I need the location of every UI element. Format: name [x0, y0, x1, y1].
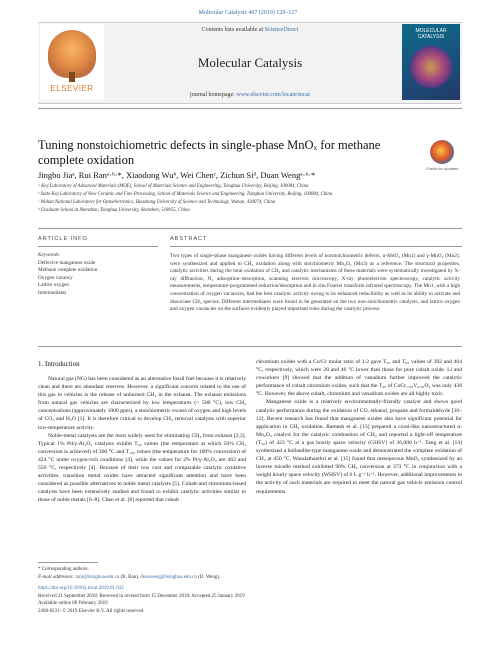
- corresponding-note: * Corresponding authors.: [38, 567, 89, 572]
- issn-copyright: 2468-8231/ © 2019 Elsevier B.V. All rights reserved.: [38, 608, 145, 614]
- journal-citation: Molecular Catalysis 467 (2019) 120–127: [198, 10, 298, 16]
- article-info-label: ARTICLE INFO: [38, 236, 88, 242]
- keywords-block: [38, 252, 158, 297]
- check-updates-label[interactable]: Check for updates: [425, 166, 459, 171]
- sciencedirect-link[interactable]: ScienceDirect: [264, 27, 299, 33]
- affiliation-a: ᵃ Key Laboratory of Advanced Materials (MOE), School of Materials Science and Engineering, Tsinghua University, Beijing, 100084, China: [38, 184, 309, 189]
- journal-title: Molecular Catalysis: [197, 55, 303, 70]
- body-column-right: [256, 358, 462, 496]
- email-suffix: (R. Ran),: [119, 574, 141, 580]
- homepage-line: [104, 92, 396, 98]
- paragraph: chromium oxides with a Co/Cr molar ratio of 1:2 gave T₅₀ and T₉₀ values of 392 and 464 °C, respectively, which were 28 and 46 °C lower than those for pure cobalt oxide. Li and coworkers [9] showed that the addition of vanadium further improved the catalytic performance of cobalt chromium oxides, such that the T₉₀ of CoCr₁.₉₅V₀.₀₅O₄ was only 438 °C. However, the above cobalt, chromium and vanadium oxides are all highly toxic.: [256, 359, 462, 398]
- doi-link[interactable]: https://doi.org/10.1016/j.mcat.2019.01.032: [38, 586, 124, 591]
- homepage-link[interactable]: www.elsevier.com/locate/mcat: [236, 92, 310, 98]
- publisher-name: ELSEVIER: [50, 84, 94, 93]
- email-suffix: (D. Weng).: [196, 574, 221, 580]
- received-dates: Received 21 September 2018; Received in revised form 15 December 2018; Accepted 25 January 2019: [38, 593, 245, 599]
- article-title: Tuning nonstoichiometric defects in single-phase MnOₓ for methane complete oxidation: [38, 138, 381, 167]
- keyword: Intermediates: [38, 289, 67, 296]
- footnotes: [38, 566, 338, 615]
- cover-title: MOLECULAR CATALYSIS: [415, 28, 447, 40]
- affiliations: [38, 183, 458, 215]
- keyword: Lattice oxygen: [38, 282, 69, 288]
- tree-logo-icon: [48, 30, 96, 78]
- body-column-left: [38, 375, 246, 505]
- contents-prefix: Contents lists available at: [201, 27, 265, 33]
- paragraph: Noble-metal catalysts are the most widely used for eliminating CH₄ from exhaust [2,3]. Typical 1% Pd/γ-Al₂O₃ catalysts exhibit T₅₀ values (the temperature at which 50% CH₄ conversion is achieved) of 360 °C and T₁₀₀ values (the temperature for 100% conversion) of 424 °C under oxygen-rich conditions [4], while the values for 2% Pt/γ-Al₂O₃ are 462 and 556 °C, respectively [4]. Because of their low cost and comparable catalytic oxidative activities, transition metal oxides have attracted significant attention and have been considered as possible alternatives to noble metal catalysts [5]. Cobalt-and chromium-based catalysts have been extensively studied and found to exhibit catalytic activities similar to those of noble metals [6–8]. Chen et al. [8] reported that cobalt: [38, 432, 246, 504]
- abstract-label: ABSTRACT: [170, 236, 208, 242]
- section-heading: 1. Introduction: [38, 360, 80, 368]
- publisher-logo: [40, 24, 104, 100]
- affiliation-d: ᵈ Graduate School at Shenzhen, Tsinghua University, Shenzhen, 518055, China: [38, 208, 190, 213]
- abstract-text: Two types of single-phase manganese oxides having different levels of nonstoichiometric defects, α-MnO₂ (Mn1) and γ-MnO₂ (Mn2), were synthesized and applied to CH₄ oxidation along with stoichiometric Mn₂O₃ (Mn3) as a reference. The structural properties, catalytic activities during the total oxidation of CH₄ and catalytic mechanisms of these materials were systematically investigated by X-ray diffraction, N₂ adsorption–desorption, scanning electron microscopy, X-ray photoelectron spectroscopy, catalytic activity measurements, temperature-programmed reduction/desorption and in situ Fourier transform infrared spectroscopy. The Mn1, with a high concentration of oxygen vacancies, had the best catalytic activity owing to its enhanced reducibility as well as its ability to activate and dissociate CH₄ species. Different intermediates were found to be generated on the two non-stoichiometric catalysts, and lattice oxygen and oxygen vacancies on the surfaces evidently played important roles during the catalytic process.: [170, 253, 460, 313]
- keyword: Methane complete oxidation: [38, 267, 98, 273]
- homepage-prefix: journal homepage:: [190, 92, 237, 98]
- affiliation-c: ᶜ Wuhan National Laboratory for Optoelectronics, Huazhong University of Science and Technology, Wuhan, 430074, China: [38, 200, 276, 205]
- journal-cover: [402, 24, 460, 100]
- tree-trunk-icon: [69, 72, 75, 82]
- email-link[interactable]: duanweng@tsinghua.edu.cn: [140, 574, 197, 580]
- abstract-rule: [170, 246, 462, 247]
- info-rule: [38, 246, 158, 247]
- keyword: Defective manganese oxide: [38, 259, 96, 266]
- email-prefix: E-mail addresses:: [38, 574, 76, 580]
- author-list: Jingbo Jiaᵃ, Rui Ranᵃ·ᵇ·*, Xiaodong Wuᵇ, Wei Chenᶜ, Zichun Siᵈ, Duan Wengᵃ·ᵇ·*: [38, 170, 316, 180]
- footnote-rule: [38, 562, 98, 563]
- paragraph: Manganese oxide is a relatively environmentally-friendly catalyst and shows good catalytic performance during the oxidation of CO, ethanol, propane and formaldehyde [10–12]. Recent research has found that manganese oxides also have significant potential for application to CH₄ oxidation. Ramesh et al. [13] prepared a coral-like nanostructured α-Mn₂O₃ catalyst for the catalytic combustion of CH₄ and reported a light-off temperature (T₅₀) of 423 °C at a gas hourly space velocity (GHSV) of 36,000 h⁻¹. Tang et al. [14] synthesized a hollandite-type manganese oxide and demonstrated the complete oxidation of CH₄ at 450 °C. Wasalathanthri et al. [15] found that mesoporous MnO₂ synthesized by an inverse micelle method exhibited 90% CH₄ conversion at 373 °C in conjunction with a weight hourly space velocity (WHSV) of 6 L g⁻¹ h⁻¹. However, additional improvements in the activity of such materials are required to meet the natural gas vehicle emission control requirements.: [256, 399, 462, 495]
- email-link[interactable]: ranr@tsinghua.edu.cn: [75, 574, 120, 580]
- header-rule: [38, 108, 462, 109]
- available-online: Available online 08 February 2019: [38, 601, 108, 606]
- email-line: [38, 574, 338, 582]
- cover-art-icon: [410, 46, 452, 88]
- keyword: Oxygen vacancy: [38, 274, 73, 281]
- affiliation-b: ᵇ State Key Laboratory of New Ceramic and Fine Processing, School of Materials Science and Engineering, Tsinghua University, Beijing, 100084, China: [38, 192, 333, 197]
- paragraph: Natural gas (NG) has been considered as an alternative fossil fuel because it is relatively clean and there are abundant reserves. However, a significant concern related to the use of this gas in vehicles is the release of unburned CH₄ in the exhaust. The exhaust emissions from natural gas vehicles are characterized by low temperatures (< 500 °C), low CH₄ concentrations (approximately 1000 ppm), a stoichiometric excess of oxygen and high levels of CO₂ and H₂O [1]. It is therefore critical to develop CH₄ removal catalysts with superior low-temperature activity.: [38, 376, 246, 431]
- check-updates-icon[interactable]: [430, 140, 454, 164]
- keywords-heading: Keywords:: [38, 252, 61, 258]
- abstract-bottom-rule: [38, 346, 462, 347]
- contents-line: [104, 27, 396, 33]
- affiliation-rule: [38, 228, 462, 229]
